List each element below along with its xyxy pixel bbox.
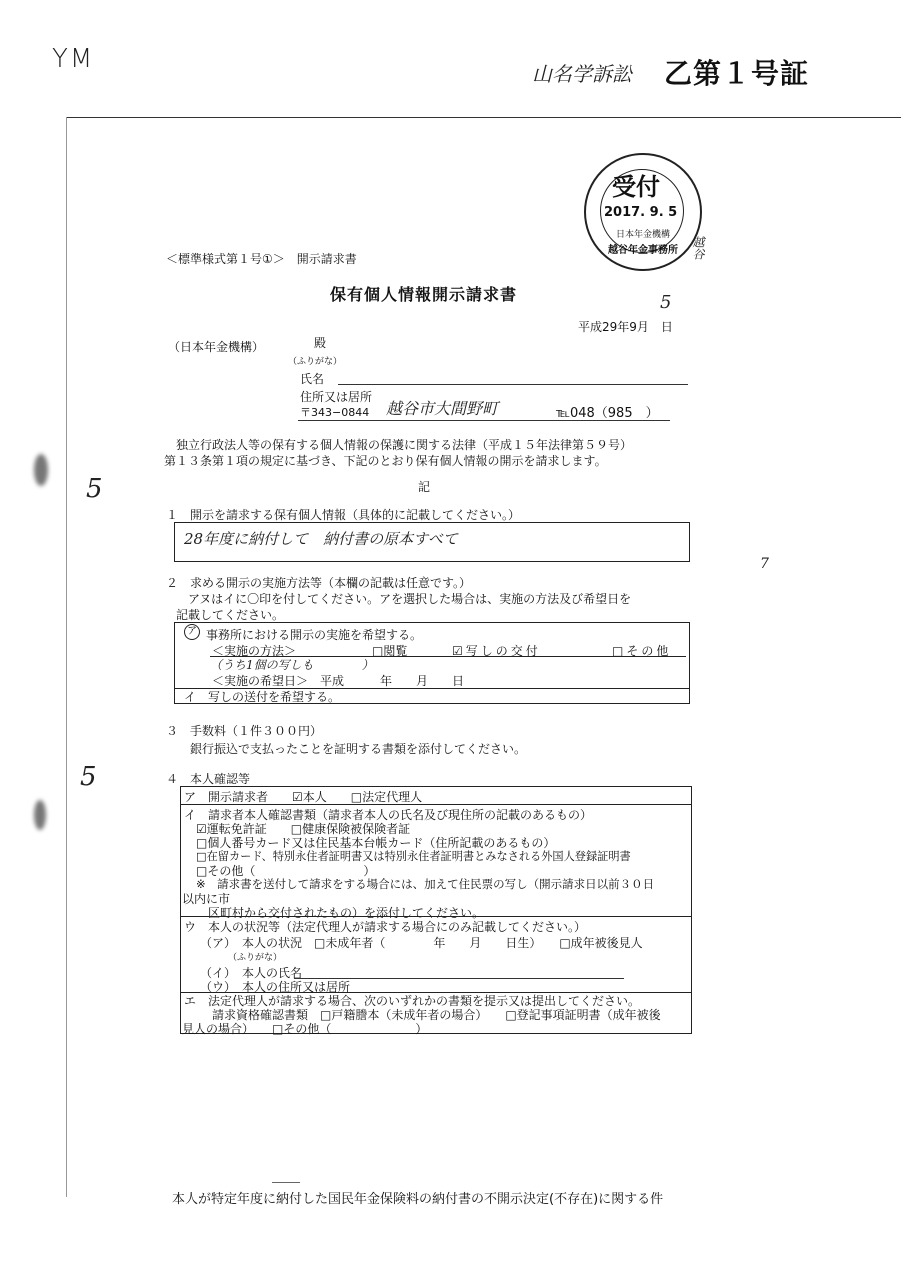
- row-d-title: エ 法定代理人が請求する場合、次のいずれかの書類を提示又は提出してください。: [184, 994, 641, 1008]
- intro-line-2: 第１３条第１項の規定に基づき、下記のとおり保有個人情報の開示を請求します。: [164, 454, 607, 468]
- stamp-date: 2017. 9. 5: [604, 205, 678, 220]
- section-2-heading: ２ 求める開示の実施方法等（本欄の記載は任意です。）: [166, 576, 472, 590]
- row-d-item-1: 請求資格確認書類 □戸籍謄本（未成年者の場合） □登記事項証明書（成年被後: [212, 1008, 661, 1022]
- margin-mark-2: 5: [80, 762, 97, 792]
- footer-rule: [272, 1182, 300, 1183]
- exhibit-label: 乙第１号証: [664, 57, 810, 90]
- address-label: 住所又は居所: [300, 390, 373, 404]
- stamp-office: 越谷年金事務所: [608, 245, 678, 256]
- scan-sheet-edge-left: [66, 117, 67, 1197]
- section-1-heading: １ 開示を請求する保有個人情報（具体的に記載してください。）: [166, 508, 521, 522]
- postal-code: 〒343−0844: [300, 406, 370, 419]
- row-b-title: イ 請求者本人確認書類（請求者本人の氏名及び現住所の記載のあるもの）: [184, 808, 593, 822]
- stamp-org: 日本年金機構: [616, 230, 671, 240]
- row-b-item-3: □在留カード、特別永住者証明書又は特別永住者証明書とみなされる外国人登録証明書: [196, 850, 631, 863]
- scan-sheet-edge-top: [66, 117, 901, 118]
- section-2-note-2: 記載してください。: [176, 608, 285, 622]
- section-3-heading: ３ 手数料（１件３００円）: [166, 724, 323, 738]
- exhibit-handwritten-note: 山名学訴訟: [532, 62, 632, 86]
- page-title: 保有個人情報開示請求書: [330, 285, 518, 304]
- intro-line-1: 独立行政法人等の保有する個人情報の保護に関する法律（平成１５年法律第５９号）: [176, 438, 633, 452]
- method-label: ＜実施の方法＞: [212, 644, 297, 658]
- preferred-date: ＜実施の希望日＞ 平成 年 月 日: [212, 674, 465, 688]
- address-handwritten: 越谷市大間野町: [386, 399, 499, 418]
- margin-mark-1: 5: [86, 474, 103, 504]
- footer-caption: 本人が特定年度に納付した国民年金保険料の納付書の不開示決定(不存在)に関する件: [172, 1192, 664, 1207]
- row-a-divider: [180, 804, 692, 805]
- row-b-note-2: 以内に市: [182, 892, 231, 906]
- furigana-label: （ふりがな）: [288, 357, 343, 367]
- addressee: （日本年金機構）: [168, 340, 265, 354]
- addressee-suffix: 殿: [314, 336, 327, 350]
- section-2-note-1: アヌはイに〇印を付してください。アを選択した場合は、実施の方法及び希望日を: [188, 592, 632, 606]
- scan-smudge-1: [34, 454, 48, 486]
- method-underline: [210, 656, 686, 657]
- section-4-heading: ４ 本人確認等: [166, 772, 251, 786]
- row-b-note-1: ※ 請求書を送付して請求をする場合には、加えて住民票の写し（開示請求日以前３０日: [196, 877, 655, 891]
- address-underline: [298, 420, 670, 421]
- row-b-item-4: □その他（ ）: [196, 864, 376, 878]
- ki-heading: 記: [418, 480, 431, 494]
- margin-mark-3: 7: [760, 556, 769, 572]
- name-underline: [338, 384, 688, 385]
- row-d-item-2: 見人の場合） □その他（ ）: [182, 1022, 428, 1036]
- row-c-status: （ア） 本人の状況 □未成年者（ 年 月 日生） □成年被後見人: [200, 936, 643, 950]
- row-b-note-3: 区町村から交付されたもの）を添付してください。: [208, 906, 485, 920]
- corner-initials: YM: [52, 44, 95, 74]
- row-c-name: （イ） 本人の氏名: [200, 966, 303, 980]
- row-c-address: （ウ） 本人の住所又は居所: [200, 980, 351, 994]
- section-3-note: 銀行振込で支払ったことを証明する書類を添付してください。: [190, 742, 527, 756]
- option-a-text: 事務所における開示の実施を希望する。: [206, 628, 423, 642]
- request-date: 平成29年9月 日: [578, 320, 673, 334]
- option-b-text: イ 写しの送付を希望する。: [184, 690, 341, 704]
- row-b-item-2: □個人番号カード又は住民基本台帳カード（住所記載のあるもの）: [196, 836, 556, 850]
- option-a-marker: ア: [184, 624, 200, 640]
- row-b-divider: [180, 916, 692, 917]
- stamp-center-text: 受付: [612, 173, 660, 201]
- row-c-title: ウ 本人の状況等（法定代理人が請求する場合にのみ記載してください。）: [184, 920, 587, 934]
- date-day-handwritten: 5: [660, 292, 672, 313]
- method-view-checkbox: □閲覧: [372, 644, 408, 658]
- scan-smudge-2: [34, 800, 46, 830]
- row-a: ア 開示請求者 ☑本人 □法定代理人: [184, 790, 423, 804]
- method-other-handwritten: （うち1個の写しも ）: [210, 658, 374, 672]
- stamp-side-mark: 越谷: [691, 236, 705, 260]
- reception-stamp: [584, 153, 702, 271]
- method-copy-checkbox: ☑写しの交付: [452, 644, 541, 658]
- row-c-furigana: （ふりがな）: [228, 953, 283, 963]
- form-number: ＜標準様式第１号①＞ 開示請求書: [166, 252, 357, 266]
- name-label: 氏名: [300, 372, 325, 386]
- section-1-content: 28年度に納付して 納付書の原本すべて: [184, 530, 458, 548]
- phone-number: ℡048（985 ）: [556, 406, 659, 421]
- method-other-checkbox: □その他: [612, 644, 672, 658]
- row-b-item-1: ☑運転免許証 □健康保険被保険者証: [196, 822, 411, 836]
